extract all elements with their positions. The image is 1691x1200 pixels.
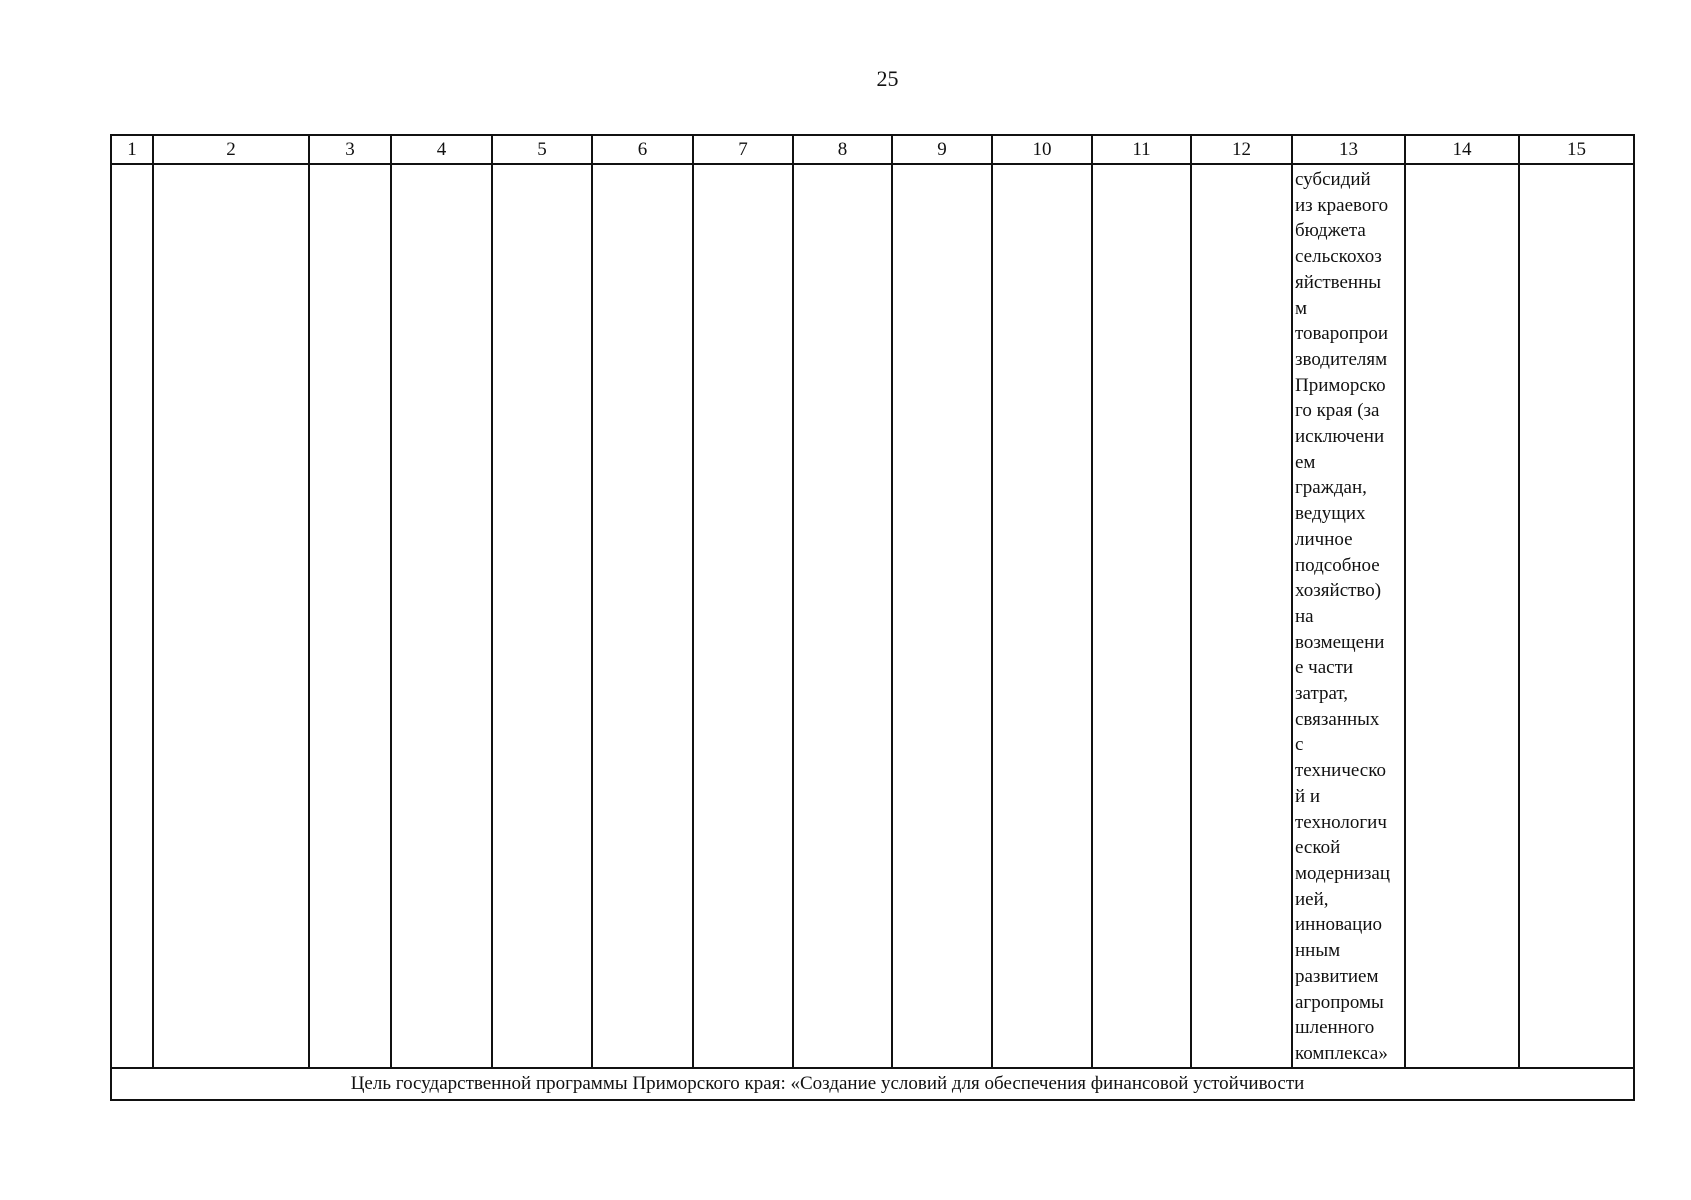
table-cell-15	[1519, 164, 1634, 1068]
column-header-4: 4	[391, 135, 492, 164]
table-cell-14	[1405, 164, 1519, 1068]
table-header-row	[111, 135, 1634, 164]
column-header-6: 6	[592, 135, 693, 164]
table-cell-2	[153, 164, 309, 1068]
table-cell-5	[492, 164, 592, 1068]
subsidy-description: субсидий из краевого бюджета сельскохоз яйственны м товаропрои зводителям Приморско го края (за исключени ем граждан, ведущих личное подсобное хозяйство) на возмещени е части затрат, связанных с техническо й и технологич еской модернизац ией, инновацио нным развитием агропромы шленного комплекса»	[1295, 169, 1391, 1064]
table-cell-11	[1092, 164, 1191, 1068]
column-header-5: 5	[492, 135, 592, 164]
table-cell-1	[111, 164, 153, 1068]
table-cell-4	[391, 164, 492, 1068]
page-number: 25	[876, 66, 899, 91]
table-cell-6	[592, 164, 693, 1068]
program-table	[110, 134, 1635, 1101]
table-cell-13	[1292, 164, 1405, 1068]
table-cell-3	[309, 164, 391, 1068]
table-cell-12	[1191, 164, 1292, 1068]
table-row	[111, 164, 1634, 1068]
column-header-3: 3	[309, 135, 391, 164]
column-header-10: 10	[992, 135, 1092, 164]
column-header-13: 13	[1292, 135, 1405, 164]
column-header-11: 11	[1092, 135, 1191, 164]
column-header-14: 14	[1405, 135, 1519, 164]
column-header-8: 8	[793, 135, 892, 164]
column-header-2: 2	[153, 135, 309, 164]
table-cell-8	[793, 164, 892, 1068]
column-header-1: 1	[111, 135, 153, 164]
program-goal-row	[111, 1068, 1634, 1100]
column-header-9: 9	[892, 135, 992, 164]
table-cell-9	[892, 164, 992, 1068]
column-header-12: 12	[1191, 135, 1292, 164]
table-cell-10	[992, 164, 1092, 1068]
column-header-15: 15	[1519, 135, 1634, 164]
program-goal-text: Цель государственной программы Приморского края: «Создание условий для обеспечения финансовой устойчивости	[111, 1068, 1634, 1100]
table-cell-7	[693, 164, 793, 1068]
column-header-7: 7	[693, 135, 793, 164]
